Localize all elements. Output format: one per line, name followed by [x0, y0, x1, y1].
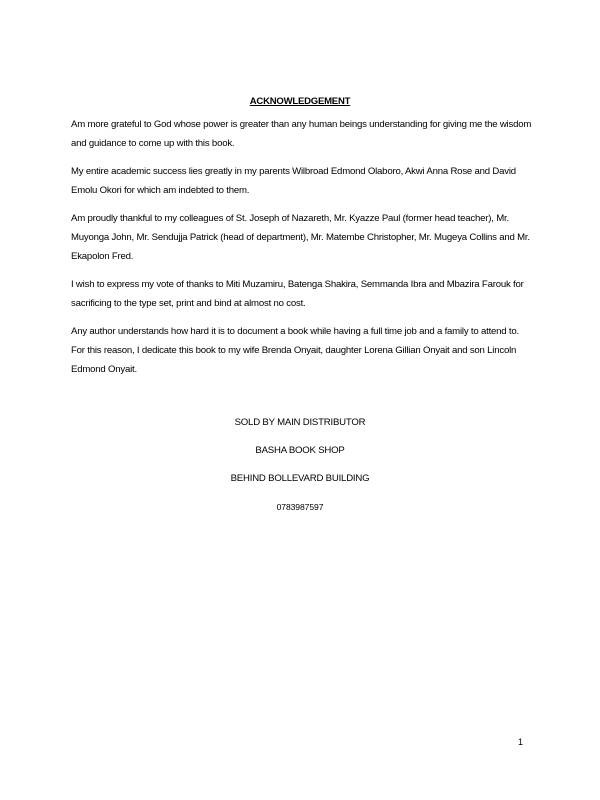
page-number: 1	[518, 737, 524, 747]
paragraph-dedication: Any author understands how hard it is to document a book while having a full time job and a family to attend to. For this reason, I dedicate this book to my wife Brenda Onyait, daughter Lorena Gillian Onyait and son Lincoln Edmond Onyait.	[71, 326, 519, 375]
paragraph-parents: My entire academic success lies greatly in my parents Wilbroad Edmond Olaboro, Akwi Anna Rose and David Emolu Okori for which am indebted to them.	[71, 166, 516, 196]
distributor-heading: SOLD BY MAIN DISTRIBUTOR	[234, 417, 366, 428]
paragraph-gratitude-god: Am more grateful to God whose power is greater than any human beings understanding for giving me the wisdom and guidance to come up with this book.	[71, 119, 532, 149]
distributor-phone: 0783987597	[276, 502, 324, 512]
paragraph-colleagues: Am proudly thankful to my colleagues of St. Joseph of Nazareth, Mr. Kyazze Paul (former head teacher), Mr. Muyonga John, Mr. Sendujja Patrick (head of department), Mr. Matembe Christopher, Mr. Mugeya Collins and Mr. Ekapolon Fred.	[71, 213, 530, 262]
acknowledgement-body	[71, 115, 533, 388]
distributor-block	[0, 417, 600, 513]
distributor-shop-name: BASHA BOOK SHOP	[255, 445, 345, 456]
paragraph-thanks: I wish to express my vote of thanks to Miti Muzamiru, Batenga Shakira, Semmanda Ibra and Mbazira Farouk for sacrificing to the type set, print and bind at almost no cost.	[71, 279, 524, 309]
distributor-location: BEHIND BOLLEVARD BUILDING	[230, 473, 370, 484]
page-title: ACKNOWLEDGEMENT	[249, 96, 351, 107]
